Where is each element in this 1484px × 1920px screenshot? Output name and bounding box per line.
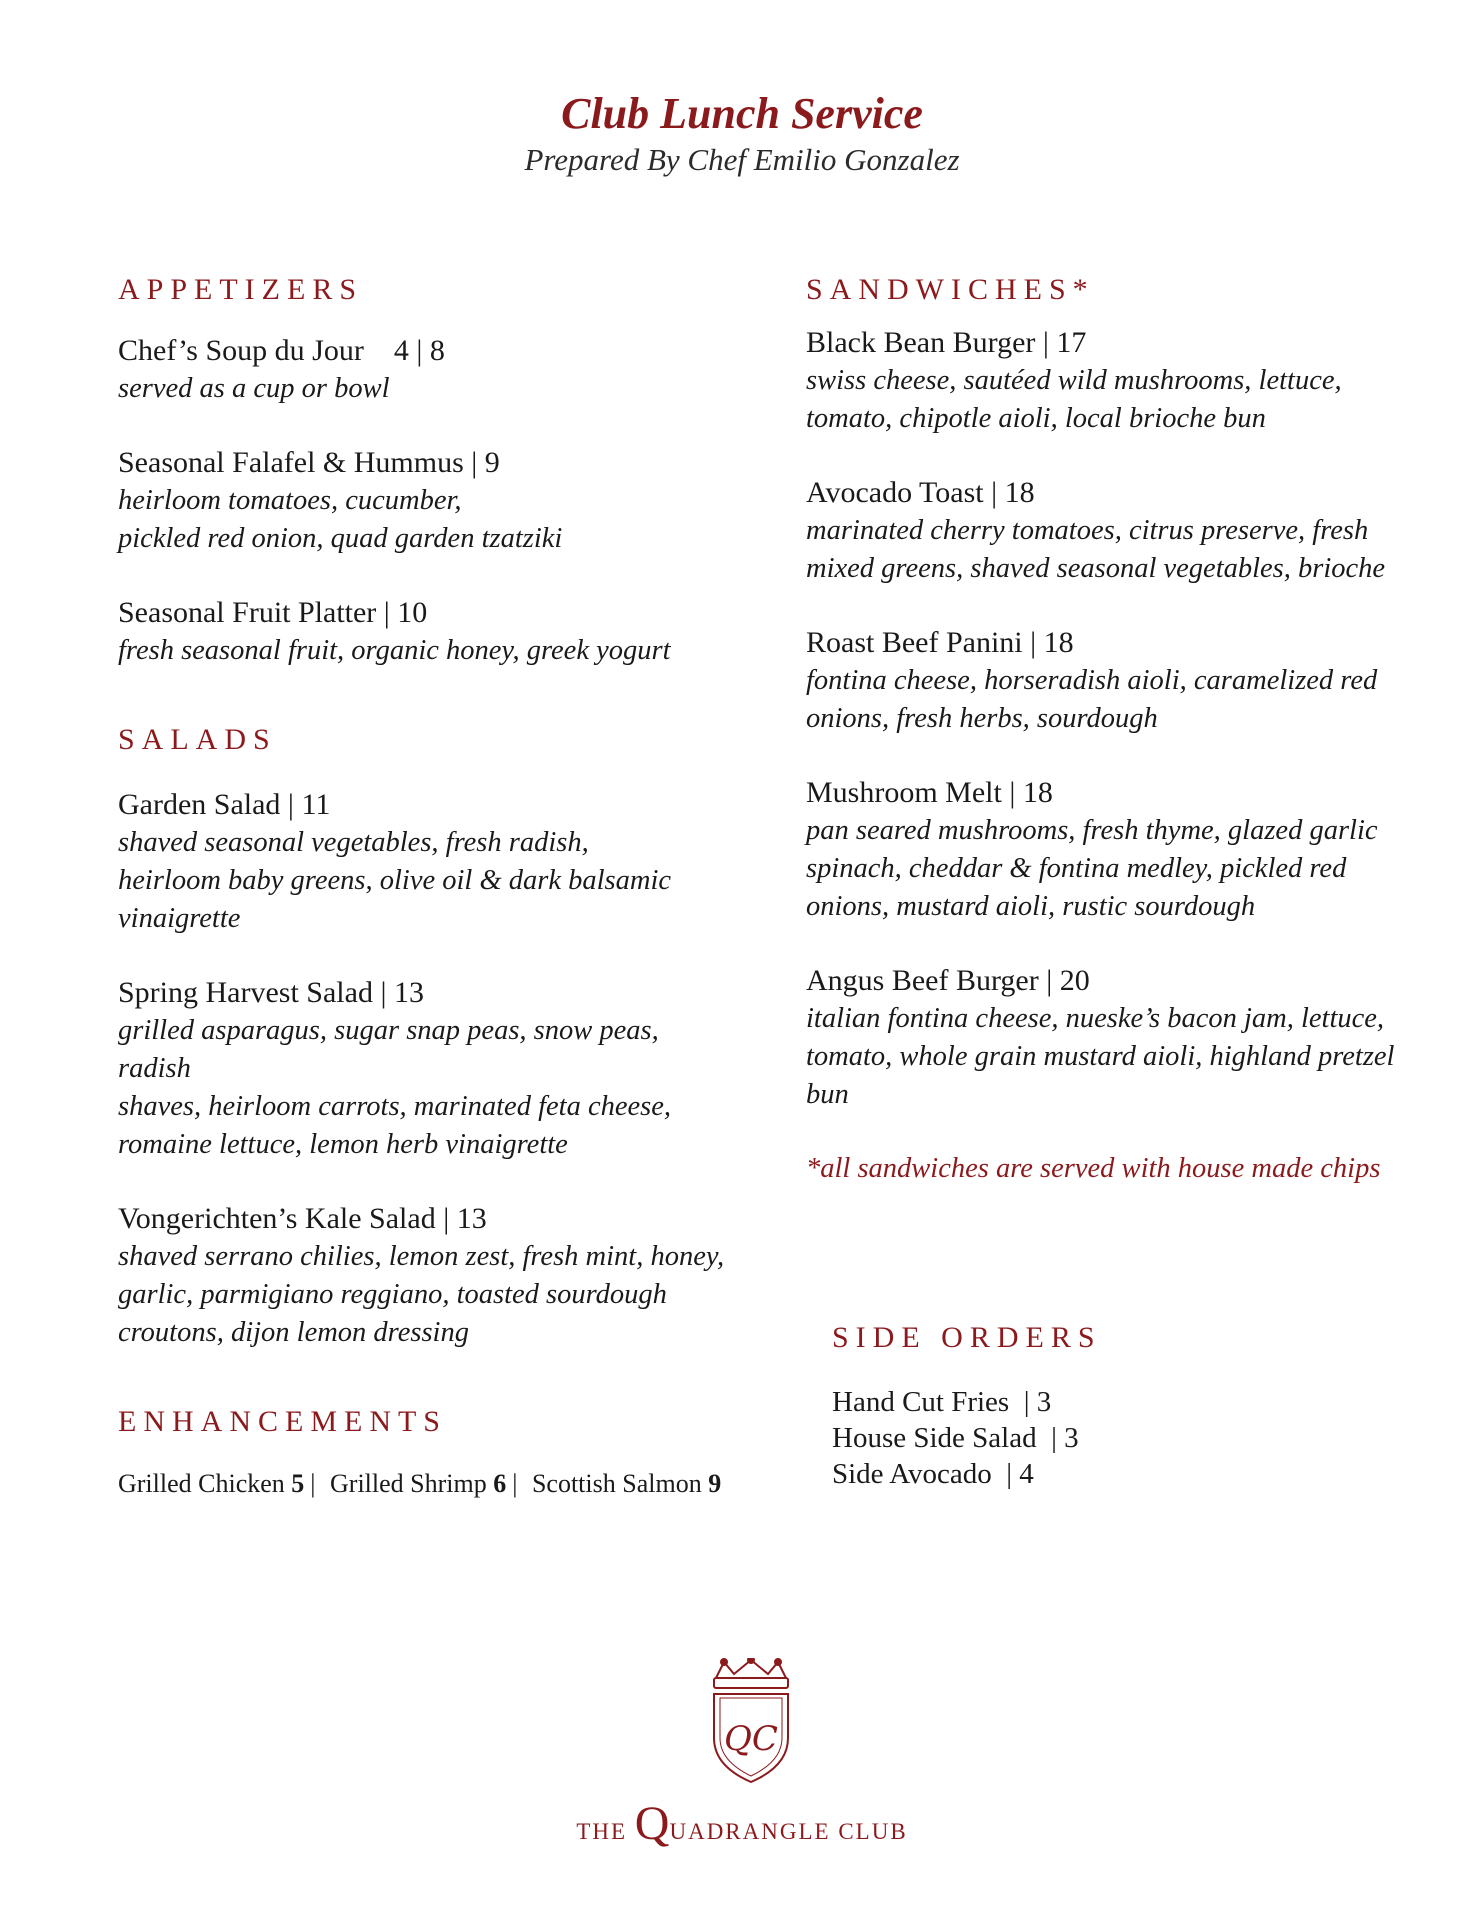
- menu-item: [806, 474, 1436, 588]
- item-description: marinated cherry tomatoes, citrus preserve, fresh: [806, 515, 1369, 546]
- menu-item: [806, 774, 1436, 926]
- item-name: Roast Beef Panini | 18: [806, 626, 1074, 659]
- item-description: italian fontina cheese, nueske’s bacon jam, lettuce,: [806, 1003, 1385, 1034]
- item-description: pickled red onion, quad garden tzatziki: [118, 523, 563, 554]
- menu-item: [806, 624, 1436, 738]
- club-name-initial: Q: [634, 1797, 670, 1850]
- enhancement-name: Grilled Chicken: [118, 1469, 285, 1498]
- item-description: heirloom baby greens, olive oil & dark balsamic: [118, 865, 672, 896]
- item-description: tomato, whole grain mustard aioli, highland pretzel: [806, 1041, 1395, 1072]
- item-description: spinach, cheddar & fontina medley, pickled red: [806, 853, 1347, 884]
- item-description: served as a cup or bowl: [118, 373, 390, 404]
- item-description: romaine lettuce, lemon herb vinaigrette: [118, 1129, 568, 1160]
- enhancement-price: 9: [708, 1469, 722, 1498]
- enhancement-name: Scottish Salmon: [531, 1469, 702, 1498]
- menu-subtitle: Prepared By Chef Emilio Gonzalez: [524, 142, 960, 177]
- item-description: swiss cheese, sautéed wild mushrooms, lettuce,: [806, 365, 1342, 396]
- side-order-item: House Side Salad | 3: [832, 1422, 1079, 1454]
- item-description: onions, fresh herbs, sourdough: [806, 703, 1158, 734]
- section-title-sandwiches: SANDWICHES*: [806, 273, 1095, 306]
- menu-item: [118, 974, 738, 1164]
- item-description: fresh seasonal fruit, organic honey, greek yogurt: [118, 635, 671, 666]
- side-order-item: Hand Cut Fries | 3: [832, 1386, 1052, 1418]
- item-description: pan seared mushrooms, fresh thyme, glazed garlic: [806, 815, 1378, 846]
- separator: |: [310, 1469, 316, 1498]
- enhancement-price: 5: [291, 1469, 305, 1498]
- club-name-rest: UADRANGLE CLUB: [669, 1819, 908, 1844]
- item-name: Chef’s Soup du Jour 4 | 8: [118, 334, 445, 367]
- menu-item: [118, 594, 738, 670]
- item-name: Angus Beef Burger | 20: [806, 964, 1090, 997]
- menu-item: [118, 1200, 738, 1352]
- item-description: fontina cheese, horseradish aioli, caramelized red: [806, 665, 1378, 696]
- item-name: Mushroom Melt | 18: [806, 776, 1053, 809]
- menu-item: [806, 324, 1436, 438]
- menu-title: Club Lunch Service: [561, 89, 923, 138]
- item-description: mixed greens, shaved seasonal vegetables, brioche: [806, 553, 1386, 584]
- right-column: [806, 270, 1436, 1188]
- item-description: tomato, chipotle aioli, local brioche bun: [806, 403, 1266, 434]
- item-description: garlic, parmigiano reggiano, toasted sourdough: [118, 1279, 667, 1310]
- side-orders: [832, 1318, 1332, 1492]
- crowned-shield-crest-icon: [708, 1658, 794, 1786]
- item-description: vinaigrette: [118, 903, 241, 934]
- item-description: onions, mustard aioli, rustic sourdough: [806, 891, 1256, 922]
- separator: |: [512, 1469, 518, 1498]
- club-name-prefix: THE: [576, 1819, 628, 1844]
- item-name: Seasonal Falafel & Hummus | 9: [118, 446, 500, 479]
- section-title-salads: SALADS: [118, 723, 277, 756]
- club-name: [0, 1796, 1484, 1851]
- item-description: bun: [806, 1079, 849, 1110]
- item-description: grilled asparagus, sugar snap peas, snow peas, radish: [118, 1015, 659, 1084]
- menu-item: [118, 444, 738, 558]
- sandwich-note: *all sandwiches are served with house made chips: [806, 1153, 1381, 1184]
- item-name: Vongerichten’s Kale Salad | 13: [118, 1202, 487, 1235]
- item-name: Seasonal Fruit Platter | 10: [118, 596, 428, 629]
- section-title-side-orders: SIDE ORDERS: [832, 1321, 1102, 1354]
- left-column: [118, 270, 738, 1502]
- item-description: croutons, dijon lemon dressing: [118, 1317, 469, 1348]
- enhancements-line: [118, 1466, 738, 1502]
- enhancement-price: 6: [493, 1469, 507, 1498]
- item-description: shaves, heirloom carrots, marinated feta cheese,: [118, 1091, 672, 1122]
- crest-monogram: QC: [724, 1719, 778, 1759]
- item-name: Black Bean Burger | 17: [806, 326, 1087, 359]
- item-description: shaved seasonal vegetables, fresh radish,: [118, 827, 589, 858]
- menu-item: [118, 786, 738, 938]
- item-name: Avocado Toast | 18: [806, 476, 1035, 509]
- item-name: Spring Harvest Salad | 13: [118, 976, 424, 1009]
- menu-item: [806, 962, 1436, 1114]
- enhancement-name: Grilled Shrimp: [330, 1469, 487, 1498]
- item-name: Garden Salad | 11: [118, 788, 331, 821]
- item-description: heirloom tomatoes, cucumber,: [118, 485, 462, 516]
- side-order-item: Side Avocado | 4: [832, 1458, 1034, 1490]
- section-title-appetizers: APPETIZERS: [118, 273, 364, 306]
- section-title-enhancements: ENHANCEMENTS: [118, 1405, 447, 1438]
- item-description: shaved serrano chilies, lemon zest, fresh mint, honey,: [118, 1241, 725, 1272]
- menu-item: [118, 332, 738, 408]
